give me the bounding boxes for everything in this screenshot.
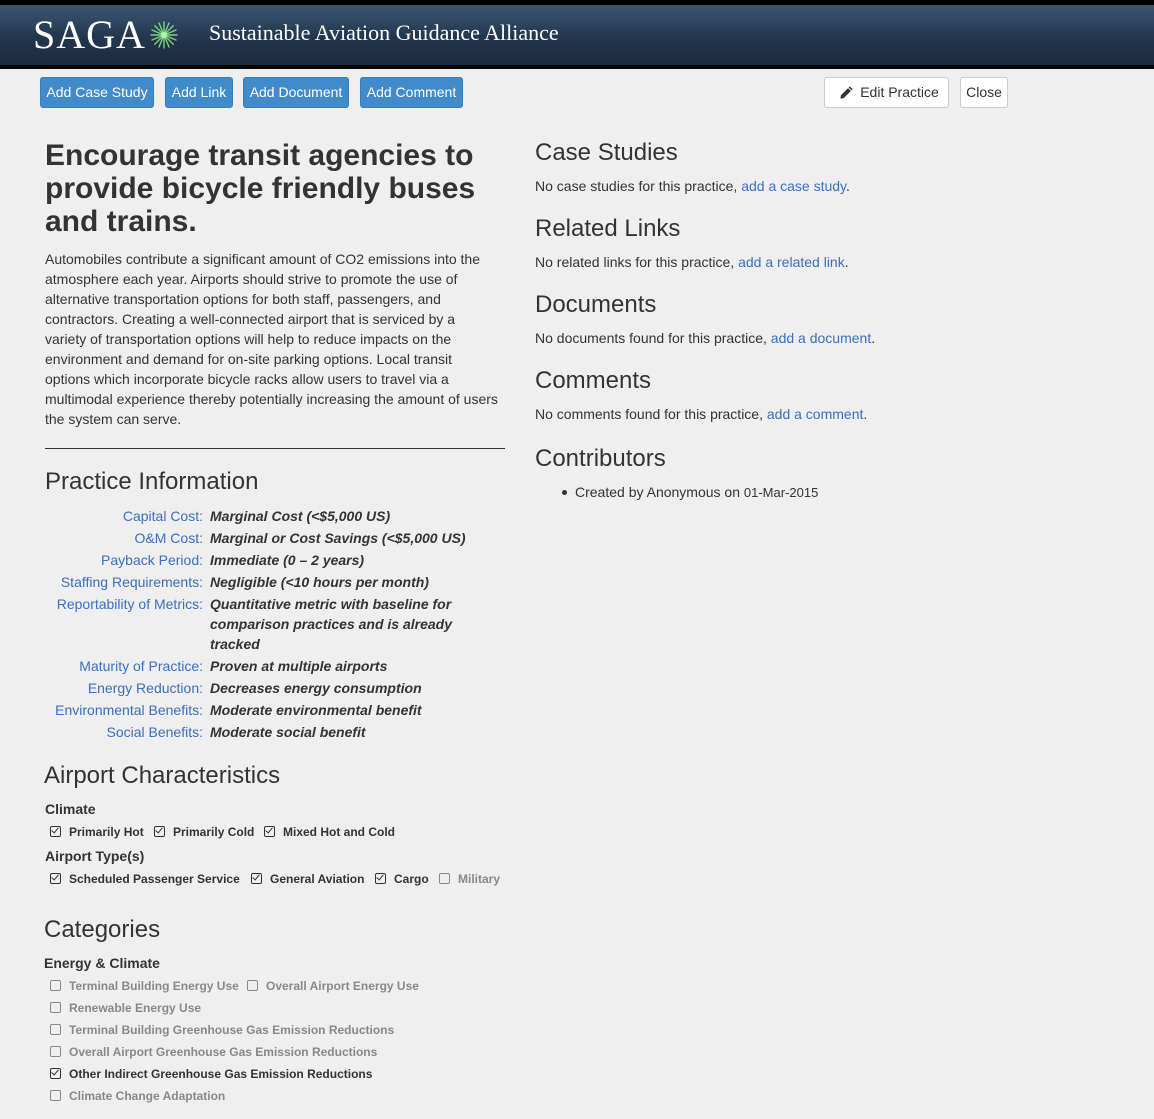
checkbox-military: Military [439,871,500,887]
info-value: Decreases energy consumption [210,680,422,696]
info-label[interactable]: Reportability of Metrics: [56,596,203,612]
info-label[interactable]: Payback Period: [101,552,203,568]
info-value: Immediate (0 – 2 years) [210,552,365,568]
logo-star-icon [150,21,178,49]
contributor-entry: Created by Anonymous on 01-Mar-2015 [575,484,819,500]
list-bullet [562,490,567,495]
documents-text: No documents found for this practice, add a document. [535,330,876,346]
checked-box-icon [251,873,262,884]
divider [45,448,505,449]
comments-text: No comments found for this practice, add a comment. [535,406,868,422]
related-links-heading: Related Links [535,215,681,242]
related-links-text: No related links for this practice, add a related link. [535,254,849,270]
checkbox-mixed-hot-cold: Mixed Hot and Cold [264,824,395,840]
checked-box-icon [375,873,386,884]
add-case-study-link[interactable]: add a case study [741,178,847,194]
checkbox-cargo: Cargo [375,871,429,887]
checked-box-icon [50,1068,61,1079]
categories-heading: Categories [44,916,161,943]
airport-types-label: Airport Type(s) [45,848,145,864]
site-header [0,5,1154,69]
unchecked-box-icon [50,980,61,991]
pencil-icon [839,85,854,100]
practice-info-heading: Practice Information [45,468,259,495]
airport-characteristics-heading: Airport Characteristics [44,762,281,789]
unchecked-box-icon [50,1024,61,1035]
case-studies-text: No case studies for this practice, add a case study. [535,178,850,194]
info-value: Quantitative metric with baseline for comparison practices and is already tracked [210,596,452,652]
info-label[interactable]: Maturity of Practice: [79,658,203,674]
site-title: Sustainable Aviation Guidance Alliance [209,20,559,45]
contributors-heading: Contributors [535,445,666,472]
category-overall-ghg: Overall Airport Greenhouse Gas Emission Reductions [50,1044,377,1060]
info-value: Negligible (<10 hours per month) [210,574,429,590]
documents-heading: Documents [535,291,657,318]
add-link-button[interactable]: Add Link [165,77,233,108]
info-label[interactable]: Environmental Benefits: [55,702,203,718]
add-document-button[interactable]: Add Document [243,77,349,108]
unchecked-box-icon [50,1046,61,1057]
add-document-link[interactable]: add a document [770,330,872,346]
checkbox-primarily-cold: Primarily Cold [154,824,254,840]
edit-practice-label: Edit Practice [860,84,939,100]
info-value: Proven at multiple airports [210,658,388,674]
unchecked-box-icon [50,1002,61,1013]
category-climate-adaptation: Climate Change Adaptation [50,1088,225,1104]
add-case-study-button[interactable]: Add Case Study [40,77,154,108]
unchecked-box-icon [50,1090,61,1101]
add-comment-link[interactable]: add a comment [766,406,864,422]
energy-climate-label: Energy & Climate [44,955,160,971]
add-comment-button[interactable]: Add Comment [360,77,463,108]
checked-box-icon [154,826,165,837]
case-studies-heading: Case Studies [535,139,678,166]
add-related-link-link[interactable]: add a related link [738,254,845,270]
category-terminal-ghg: Terminal Building Greenhouse Gas Emission Reductions [50,1022,394,1038]
close-button[interactable]: Close [960,77,1008,108]
practice-description: Automobiles contribute a significant amount of CO2 emissions into the atmosphere each year. Airports should strive to promote the use of alternative transportation options for both staff, passengers, and contractors. Creating a well-connected airport that is serviced by a variety of transportation options will help to reduce impacts on the environment and demand for on-site parking options. Local transit options which incorporate bicycle racks allow users to travel via a multimodal experience thereby potentially increasing the amount of users the system can serve. [45,251,498,427]
category-terminal-energy: Terminal Building Energy Use [50,978,239,994]
checkbox-scheduled-passenger: Scheduled Passenger Service [50,871,240,887]
unchecked-box-icon [439,873,450,884]
info-value: Marginal or Cost Savings (<$5,000 US) [210,530,466,546]
info-label[interactable]: Energy Reduction: [87,680,203,696]
category-overall-energy: Overall Airport Energy Use [247,978,419,994]
practice-title: Encourage transit agencies to provide bicycle friendly buses and trains. [45,139,476,238]
unchecked-box-icon [247,980,258,991]
info-label[interactable]: Social Benefits: [106,724,203,740]
checkbox-general-aviation: General Aviation [251,871,364,887]
info-value: Moderate social benefit [210,724,366,740]
saga-logo[interactable]: SAGA [33,12,146,57]
checkbox-primarily-hot: Primarily Hot [50,824,144,840]
info-label[interactable]: Capital Cost: [122,508,203,524]
info-value: Moderate environmental benefit [210,702,422,718]
checked-box-icon [50,826,61,837]
contributor-date: 01-Mar-2015 [743,485,819,500]
climate-label: Climate [45,801,96,817]
checked-box-icon [264,826,275,837]
edit-practice-button[interactable] [824,77,949,108]
comments-heading: Comments [535,367,652,394]
category-other-indirect-ghg: Other Indirect Greenhouse Gas Emission Reductions [50,1066,372,1082]
info-value: Marginal Cost (<$5,000 US) [210,508,391,524]
info-label[interactable]: Staffing Requirements: [60,574,203,590]
info-label[interactable]: O&M Cost: [134,530,203,546]
checked-box-icon [50,873,61,884]
category-renewable-energy: Renewable Energy Use [50,1000,201,1016]
